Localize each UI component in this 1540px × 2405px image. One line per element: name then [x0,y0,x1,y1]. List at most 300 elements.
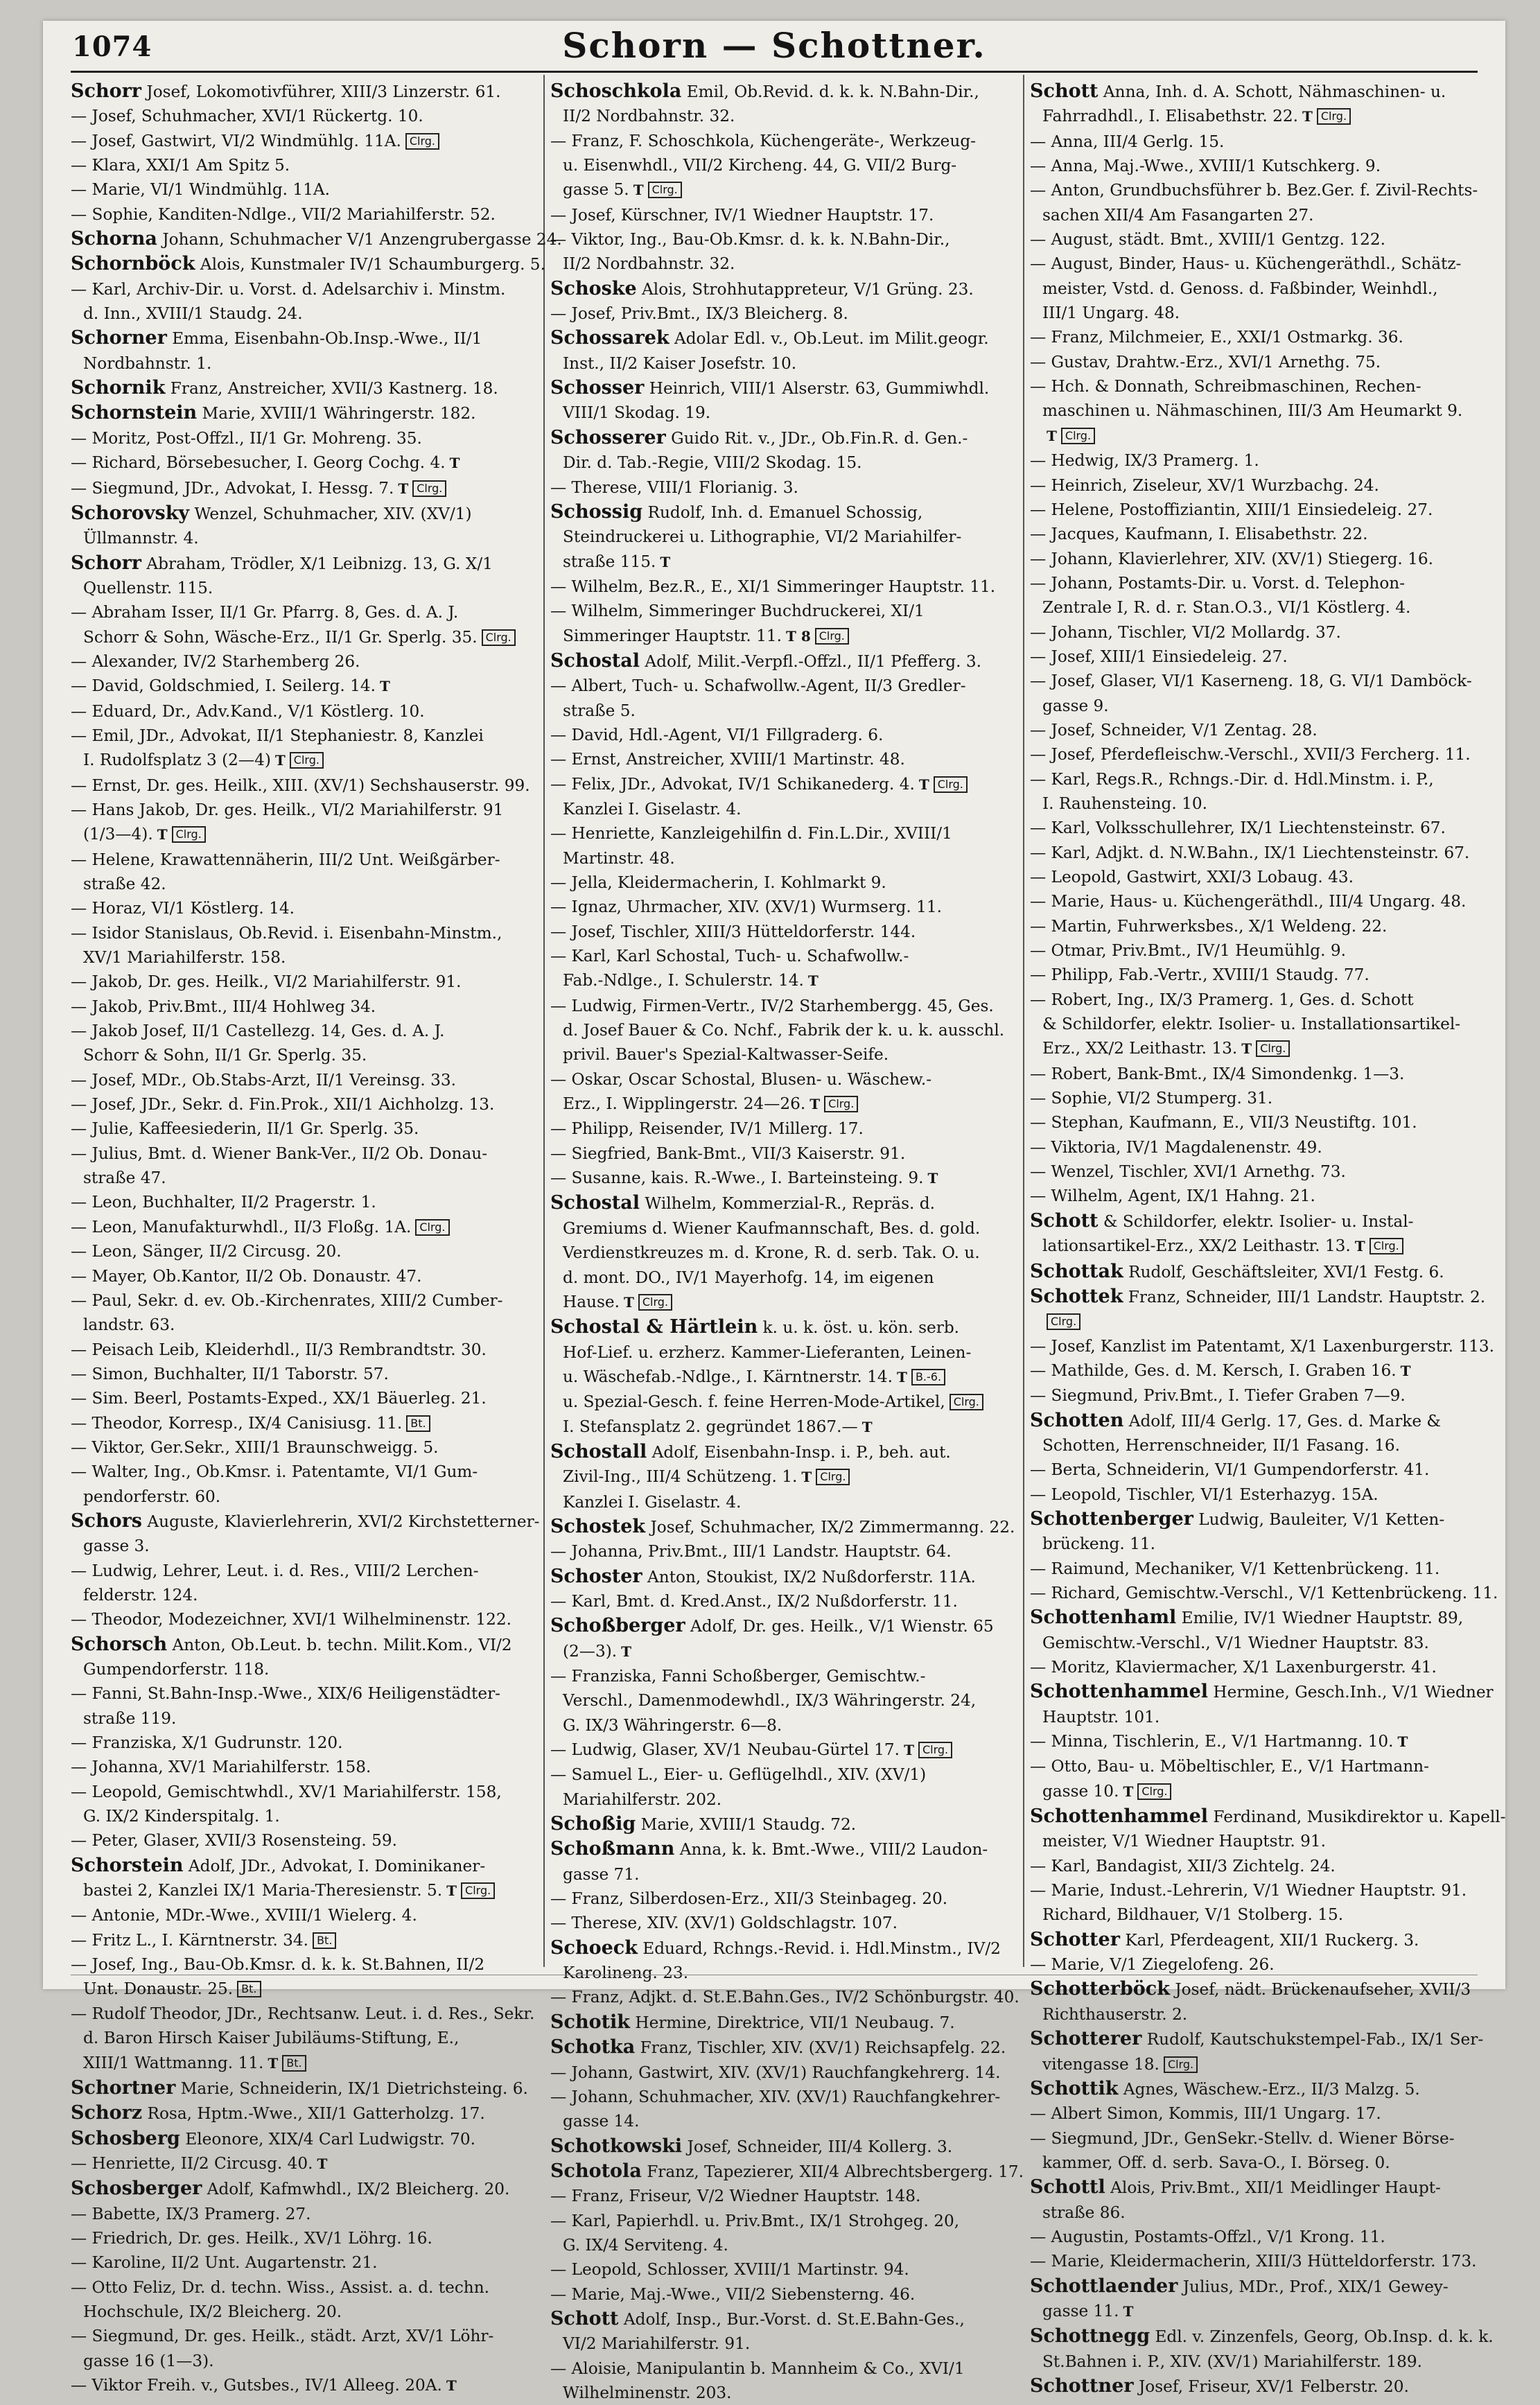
entry-text: — Karl, Papierhdl. u. Priv.Bmt., IX/1 Strohgeg. 20, [550,2211,960,2230]
directory-entry-line [550,1936,1019,1961]
entry-text: — Josef, Tischler, XIII/3 Hütteldorferstr. 144. [550,922,916,941]
directory-entry-line [71,970,539,994]
directory-entry-line [71,1386,539,1410]
entry-text: — Marie, Haus- u. Küchengeräthdl., III/4 Ungarg. 48. [1030,892,1467,911]
directory-entry-line [71,551,539,576]
directory-entry-line [1030,645,1498,669]
directory-entry-line [1030,1507,1498,1532]
directory-entry-line [550,772,1019,797]
entry-text: Josef, Friseur, XV/1 Felberstr. 20. [1138,2377,1409,2396]
entry-text: — Albert Simon, Kommis, III/1 Ungarg. 17. [1030,2104,1381,2124]
entry-text: — Ignaz, Uhrmacher, XIV. (XV/1) Wurmserg. 11. [550,898,943,917]
directory-entry-line [71,1215,539,1239]
entry-text: — Karl, Archiv-Dir. u. Vorst. d. Adelsarchiv i. Minstm. [71,279,506,299]
entry-text: — Johann, Schuhmacher, XIV. (XV/1) Rauchfangkehrer- [550,2087,1001,2106]
entry-text: Emma, Eisenbahn-Ob.Insp.-Wwe., II/1 [172,329,482,349]
directory-entry-line [550,177,1019,202]
directory-entry-line [71,1043,539,1067]
telephone-mark: T [317,2155,328,2172]
clearing-badge: Clrg. [918,1742,952,1758]
entry-text: — Sophie, Kanditen-Ndlge., VII/2 Mariahilferstr. 52. [71,204,496,224]
entry-text: St.Bahnen i. P., XIV. (XV/1) Mariahilferstr. 189. [1042,2352,1423,2371]
entry-text: — Richard, Börsebesucher, I. Georg Cochg. 4. [71,453,446,473]
entry-text: — Leopold, Gastwirt, XXI/3 Lobaug. 43. [1030,868,1354,886]
directory-entry-line [1030,767,1498,792]
directory-entry-line [550,1490,1019,1514]
directory-entry-line [1030,1135,1498,1160]
directory-entry-line [1030,325,1498,349]
telephone-mark: T [918,776,929,793]
entry-text: Erz., I. Wipplingerstr. 24—26. [563,1094,806,1114]
entry-text: sachen XII/4 Am Fasangarten 27. [1042,205,1314,225]
directory-entry-line [550,1216,1019,1241]
entry-text: — Marie, V/1 Ziegelofeng. 26. [1030,1955,1275,1975]
entry-text: — Karl, Regs.R., Rchngs.-Dir. d. Hdl.Minstm. i. P., [1030,769,1434,789]
entry-text: — Therese, XIV. (XV/1) Goldschlagstr. 107. [550,1914,898,1933]
directory-entry-line [1030,2299,1498,2324]
entry-text: Gemischtw.-Verschl., V/1 Wiedner Hauptstr. 83. [1042,1633,1429,1652]
entry-text: Kanzlei I. Giselastr. 4. [563,799,742,819]
clearing-badge: Clrg. [1317,108,1351,125]
entry-text: Alois, Priv.Bmt., XII/1 Meidlinger Haupt- [1110,2178,1441,2198]
telephone-mark: T [623,1293,634,1311]
directory-entry-line [550,1664,1019,1688]
directory-entry-line [71,1092,539,1117]
directory-entry-line [550,944,1019,968]
entry-text: Emil, Ob.Revid. d. k. k. N.Bahn-Dir., [686,82,979,101]
entry-surname: Schotka [550,2036,636,2058]
directory-entry-line [1030,1458,1498,1482]
directory-entry-line [71,476,539,501]
entry-text: — Karl, Adjkt. d. N.W.Bahn., IX/1 Liechtensteinstr. 67. [1030,843,1470,862]
directory-entry-line [1030,1927,1498,1952]
telephone-mark: T [1123,2302,1134,2320]
entry-text: gasse 11. [1042,2301,1119,2320]
entry-text: — Henriette, II/2 Circusg. 40. [71,2153,313,2173]
entry-surname: Schosserer [550,426,666,448]
directory-entry-line [1030,1779,1498,1804]
entry-text: — Alexander, IV/2 Starhemberg 26. [71,651,360,671]
clearing-badge: Bt. [282,2055,306,2072]
directory-entry-line [550,1763,1019,1787]
entry-surname: Schotterböck [1030,1978,1170,2000]
directory-entry-line [1030,547,1498,571]
entry-text: — Samuel L., Eier- u. Geflügelhdl., XIV. (XV/1) [550,1765,927,1785]
directory-entry-line [71,848,539,872]
directory-entry-line [71,649,539,674]
directory-entry-line [71,326,539,351]
entry-text: meister, V/1 Wiedner Hauptstr. 91. [1042,1832,1327,1851]
entry-text: — Franziska, Fanni Schoßberger, Gemischtw.- [550,1667,926,1686]
entry-surname: Schottenhaml [1030,1607,1177,1629]
entry-text: — Josef, Gastwirt, VI/2 Windmühlg. 11A. [71,131,401,150]
entry-text: — Otto Feliz, Dr. d. techn. Wiss., Assist. a. d. techn. [71,2277,490,2297]
entry-text: kammer, Off. d. serb. Sava-O., I. Börseg. 0. [1042,2153,1390,2172]
directory-entry-line [550,2109,1019,2133]
entry-text: — Augustin, Postamts-Offzl., V/1 Krong. 11. [1030,2227,1385,2246]
entry-text: — Ludwig, Glaser, XV/1 Neubau-Gürtel 17. [550,1740,900,1760]
directory-entry-line [1030,2126,1498,2151]
directory-entry-line [1030,620,1498,645]
directory-entry-line [550,525,1019,549]
directory-entry-line [550,500,1019,525]
entry-surname: Schott [1030,80,1099,102]
directory-entry-line [1030,1160,1498,1184]
entry-surname: Schottenhammel [1030,1681,1209,1703]
entry-text: Zentrale I, R. d. r. Stan.O.3., VI/1 Köstlerg. 4. [1042,598,1411,618]
telephone-mark: T [904,1742,914,1759]
entry-text: — Leon, Manufakturwhdl., II/3 Floßg. 1A. [71,1217,412,1236]
entry-text: — Richard, Gemischtw.-Verschl., V/1 Kettenbrückeng. 11. [1030,1583,1498,1602]
directory-entry-line [550,1961,1019,1985]
directory-entry-line [550,1365,1019,1390]
entry-text: II/2 Nordbahnstr. 32. [563,107,735,126]
entry-surname: Schotten [1030,1409,1124,1431]
directory-entry-line [550,401,1019,425]
entry-text: — Jakob Josef, II/1 Castellezg. 14, Ges. d. A. J. [71,1022,445,1041]
entry-surname: Schostal [550,649,640,672]
entry-text: — Therese, VIII/1 Florianig. 3. [550,478,798,497]
entry-text: — August, städt. Bmt., XVIII/1 Gentzg. 122. [1030,230,1385,250]
directory-entry-line [550,1862,1019,1887]
entry-text: Adolf, Milit.-Verpfl.-Offzl., II/1 Pfefferg. 3. [645,651,981,671]
entry-text: — Walter, Ing., Ob.Kmsr. i. Patentamte, VI/1 Gum- [71,1462,478,1482]
entry-text: — Wilhelm, Simmeringer Buchdruckerei, XI/1 [550,602,925,621]
entry-text: Ludwig, Bauleiter, V/1 Ketten- [1198,1510,1445,1529]
clearing-badge: Clrg. [405,133,439,150]
directory-entry-line [71,822,539,847]
entry-surname: Schottak [1030,1260,1123,1282]
telephone-mark: T [446,2377,457,2394]
directory-entry-line [1030,1605,1498,1630]
directory-entry-line [71,376,539,401]
entry-text: — Siegmund, JDr., Advokat, I. Hessg. 7. [71,478,394,498]
directory-entry-line [71,1903,539,1927]
directory-entry-line [550,1613,1019,1638]
directory-entry-line [550,1191,1019,1216]
directory-entry-line [1030,227,1498,252]
clearing-badge: Clrg. [172,826,206,843]
directory-entry-line [550,871,1019,895]
telephone-mark: T 8 [785,627,811,645]
directory-entry-line [1030,1433,1498,1458]
entry-text: meister, Vstd. d. Genoss. d. Faßbinder, Weinhdl., [1042,279,1438,298]
directory-entry-line [550,203,1019,227]
directory-entry-line [1030,1952,1498,1977]
entry-text: — Martin, Fuhrwerksbes., X/1 Weldeng. 22. [1030,916,1388,936]
entry-text: Wenzel, Schuhmacher, XIV. (XV/1) [194,504,472,523]
directory-entry-line [1030,374,1498,399]
directory-entry-line [1030,1679,1498,1704]
entry-text: — Babette, IX/3 Pramerg. 27. [71,2204,311,2223]
entry-text: Adolar Edl. v., Ob.Leut. im Milit.geogr. [674,329,989,349]
entry-text: — Franziska, X/1 Gudrunstr. 120. [71,1733,343,1753]
entry-surname: Schottner [1030,2375,1134,2397]
entry-text: Zivil-Ing., III/4 Schützeng. 1. [563,1467,798,1487]
entry-text: Auguste, Klavierlehrerin, XVI/2 Kirchstetterner- [147,1512,540,1531]
entry-text: — Siegmund, Dr. ges. Heilk., städt. Arzt, XV/1 Löhr- [71,2327,494,2346]
entry-text: — Gustav, Drahtw.-Erz., XVI/1 Arnethg. 75. [1030,352,1381,371]
telephone-mark: T [807,972,819,990]
directory-entry-line [550,1440,1019,1464]
entry-text: Adolf, III/4 Gerlg. 17, Ges. d. Marke & [1128,1411,1442,1431]
entry-text: — Wilhelm, Agent, IX/1 Hahng. 21. [1030,1187,1315,1206]
entry-text: — Mathilde, Ges. d. M. Kersch, I. Graben 16. [1030,1361,1397,1380]
directory-entry-line [1030,522,1498,546]
clearing-badge: Clrg. [1047,1313,1080,1330]
directory-entry-line [550,475,1019,500]
directory-entry-line [1030,1309,1498,1333]
entry-text: — Siegmund, Priv.Bmt., I. Tiefer Graben 7—9. [1030,1386,1406,1406]
directory-entry-line [1030,2350,1498,2374]
entry-text: u. Spezial-Gesch. f. feine Herren-Mode-Artikel, [563,1392,945,1412]
entry-text: — August, Binder, Haus- u. Küchengeräthdl., Schätz- [1030,254,1462,274]
entry-surname: Schott [1030,1209,1099,1232]
clearing-badge: Clrg. [1164,2056,1198,2073]
directory-entry-line [71,1780,539,1804]
directory-entry-line [71,451,539,475]
entry-text: — Oskar, Oscar Schostal, Blusen- u. Wäschew.- [550,1069,932,1089]
directory-entry-line [71,2275,539,2300]
directory-entry-line [550,326,1019,351]
entry-text: Adolf, JDr., Advokat, I. Dominikaner- [188,1856,486,1875]
clearing-badge: Clrg. [648,182,682,198]
directory-entry-line [71,1828,539,1853]
entry-text: u. Wäschefab.-Ndlge., I. Kärntnerstr. 14. [563,1367,893,1386]
running-header: Schorn — Schottner. [562,25,986,66]
entry-text: k. u. k. öst. u. kön. serb. [762,1318,960,1338]
entry-text: — Viktor Freih. v., Gutsbes., IV/1 Alleeg. 20A. [71,2375,442,2395]
entry-text: — Raimund, Mechaniker, V/1 Kettenbrückeng. 11. [1030,1559,1440,1578]
entry-text: Adolf, Dr. ges. Heilk., V/1 Wienstr. 65 [690,1617,994,1636]
directory-entry-line [550,797,1019,821]
entry-text: Josef, nädt. Brückenaufseher, XVII/3 [1175,1980,1471,2000]
entry-text: — David, Hdl.-Agent, VI/1 Fillgraderg. 6. [550,725,884,744]
directory-entry-line [550,1738,1019,1763]
entry-text: Rosa, Hptm.-Wwe., XII/1 Gatterholzg. 17. [147,2104,485,2124]
directory-entry-line [71,1583,539,1607]
entry-text: u. Eisenwhdl., VII/2 Kircheng. 44, G. VII/2 Burg- [563,156,957,175]
directory-entry-line [71,773,539,798]
directory-entry-line [1030,2027,1498,2052]
entry-column-3 [1030,79,1506,2399]
directory-entry-line [1030,841,1498,865]
entry-text: — Jakob, Priv.Bmt., III/4 Hohlweg 34. [71,997,376,1016]
entry-text: — Leopold, Schlosser, XVIII/1 Martinstr. 94. [550,2260,909,2280]
clearing-badge: Bt. [313,1932,336,1949]
directory-entry-line [550,1142,1019,1166]
entry-text: — Hans Jakob, Dr. ges. Heilk., VI/2 Mariahilferstr. 91 [71,800,504,819]
directory-entry-line [550,1290,1019,1315]
entry-text: Verschl., Damenmodewhdl., IX/3 Währingerstr. 24, [563,1691,977,1711]
directory-entry-line [1030,277,1498,301]
directory-entry-line [550,674,1019,698]
directory-entry-line [71,277,539,301]
directory-entry-line [71,945,539,970]
directory-entry-line [550,2134,1019,2159]
entry-surname: Schostal [550,1192,640,1214]
directory-entry-line [550,968,1019,993]
directory-entry-line [550,2233,1019,2257]
directory-entry-line [550,1390,1019,1414]
entry-surname: Schorna [71,228,157,250]
entry-text: — Josef, Ing., Bau-Ob.Kmsr. d. k. k. St.Bahnen, II/2 [71,1955,485,1975]
entry-text: — Theodor, Korresp., IX/4 Canisiusg. 11. [71,1413,403,1433]
directory-entry-line [1030,423,1498,448]
telephone-mark: T [1400,1362,1411,1379]
telephone-mark: T [660,553,671,570]
entry-text: Franz, Schneider, III/1 Landstr. Hauptstr. 2. [1128,1287,1486,1306]
directory-entry-line [550,1911,1019,1935]
directory-entry-line [71,2051,539,2076]
entry-text: — Josef, MDr., Ob.Stabs-Arzt, II/1 Vereinsg. 33. [71,1070,456,1090]
entry-text: vitengasse 18. [1042,2054,1160,2074]
directory-entry-line [550,227,1019,252]
directory-entry-line [71,2202,539,2226]
directory-entry-line [71,526,539,550]
entry-text: Adolf, Eisenbahn-Insp. i. P., beh. aut. [651,1442,951,1462]
directory-entry-line [1030,1086,1498,1110]
directory-entry-line [1030,1977,1498,2002]
column-divider [543,75,545,1967]
entry-text: — Josef, Kanzlist im Patentamt, X/1 Laxenburgerstr. 113. [1030,1336,1495,1356]
directory-entry-line [550,2061,1019,2085]
directory-entry-line [71,1706,539,1731]
entry-text: — Isidor Stanislaus, Ob.Revid. i. Eisenbahn-Minstm., [71,923,502,943]
directory-entry-line [71,177,539,202]
entry-text: — Peter, Glaser, XVII/3 Rosensteing. 59. [71,1831,398,1851]
entry-text: Üllmannstr. 4. [83,529,199,548]
directory-entry-line [550,376,1019,401]
entry-text: — Jakob, Dr. ges. Heilk., VI/2 Mariahilferstr. 91. [71,972,462,992]
entry-text: Wilhelminenstr. 203. [563,2383,732,2402]
clearing-badge: Clrg. [1370,1238,1403,1254]
entry-text: — Marie, Indust.-Lehrerin, V/1 Wiedner Hauptstr. 91. [1030,1881,1467,1900]
entry-text: Hause. [563,1292,620,1311]
directory-entry-line [1030,963,1498,987]
entry-text: — Johann, Gastwirt, XIV. (XV/1) Rauchfangkehrerg. 14. [550,2063,1001,2082]
entry-text: — Antonie, MDr.-Wwe., XVIII/1 Wielerg. 4. [71,1906,417,1925]
directory-entry-line [71,1952,539,1977]
entry-text: — Karoline, II/2 Unt. Augartenstr. 21. [71,2253,378,2273]
directory-entry-line [550,1787,1019,1812]
entry-text: I. Stefansplatz 2. gegründet 1867.— [563,1417,858,1436]
entry-text: XIII/1 Wattmanng. 11. [83,2053,264,2072]
directory-entry-line [1030,1036,1498,1061]
entry-surname: Schossig [550,500,643,523]
telephone-mark: T [1047,427,1057,444]
entry-surname: Schorsch [71,1633,168,1655]
directory-entry-line [550,301,1019,326]
entry-text: Adolf, Kafmwhdl., IX/2 Bleicherg. 20. [207,2180,510,2199]
directory-entry-line [71,674,539,699]
telephone-mark: T [1397,1733,1408,1751]
entry-surname: Schoßmann [550,1838,675,1860]
entry-text: — Henriette, Kanzleigehilfin d. Fin.L.Dir., XVIII/1 [550,824,952,843]
entry-surname: Schotola [550,2160,642,2182]
directory-entry-line [1030,1234,1498,1259]
directory-entry-line [71,1313,539,1337]
telephone-mark: T [927,1170,938,1187]
entry-surname: Schornik [71,377,166,399]
directory-entry-line [71,2349,539,2373]
entry-surname: Schottl [1030,2176,1105,2198]
entry-text: — Julie, Kaffeesiederin, II/1 Gr. Sperlg. 35. [71,1119,419,1139]
entry-text: — Robert, Ing., IX/3 Pramerg. 1, Ges. d. Schott [1030,990,1414,1009]
directory-entry-line [1030,1829,1498,1853]
directory-entry-line [71,1534,539,1558]
directory-entry-line [71,227,562,252]
entry-text: Guido Rit. v., JDr., Ob.Fin.R. d. Gen.- [671,428,968,448]
clearing-badge: Bt. [237,1981,261,1997]
directory-entry-line [71,1117,539,1141]
entry-text: G. IX/4 Serviteng. 4. [563,2235,728,2255]
entry-text: — Anna, III/4 Gerlg. 15. [1030,132,1225,151]
entry-surname: Schoßig [550,1813,636,1835]
directory-entry-line [550,1018,1019,1042]
entry-text: Anton, Ob.Leut. b. techn. Milit.Kom., VI/2 [172,1635,512,1654]
entry-surname: Schottenberger [1030,1507,1193,1530]
directory-entry-line [71,1559,539,1583]
directory-entry-line [71,2126,539,2151]
telephone-mark: T [398,480,409,497]
entry-text: — Albert, Tuch- u. Schafwollw.-Agent, II/3 Gredler- [550,676,966,696]
directory-entry-line [71,1657,539,1681]
entry-text: VI/2 Mariahilferstr. 91. [563,2334,751,2354]
directory-entry-line [1030,301,1498,325]
entry-text: maschinen u. Nähmaschinen, III/3 Am Heumarkt 9. [1042,401,1463,421]
directory-entry-line [550,2257,1019,2282]
entry-text: — Leopold, Gemischtwhdl., XV/1 Mariahilferstr. 158, [71,1782,502,1801]
directory-entry-line [550,1166,1019,1191]
directory-entry-line [71,501,539,526]
directory-entry-line [1030,1284,1498,1309]
entry-text: straße 115. [563,552,656,571]
directory-entry-line [550,1589,1019,1613]
entry-text: d. Inn., XVIII/1 Staudg. 24. [83,304,303,324]
entry-text: privil. Bauer's Spezial-Kaltwasser-Seife. [563,1045,889,1065]
directory-entry-line [71,2076,539,2101]
directory-entry-line [550,1812,1019,1837]
header-rule [71,71,1478,73]
clearing-badge: Clrg. [1061,428,1095,444]
directory-entry-line [71,576,539,600]
directory-entry-line [1030,252,1498,276]
directory-entry-line [550,920,1019,944]
directory-entry-line [550,723,1019,747]
entry-text: Anna, k. k. Bmt.-Wwe., VIII/2 Laudon- [679,1840,988,1860]
clearing-badge: Clrg. [412,480,446,497]
telephone-mark: T [446,1882,457,1900]
entry-text: brückeng. 11. [1042,1534,1156,1554]
directory-entry-line [1030,1012,1498,1036]
entry-text: d. mont. DO., IV/1 Mayerhofg. 14, im eigenen [563,1268,934,1287]
entry-surname: Schors [71,1510,143,1532]
telephone-mark: T [897,1368,907,1385]
entry-text: Quellenstr. 115. [83,578,213,597]
entry-text: — Siegfried, Bank-Bmt., VII/3 Kaiserstr. 91. [550,1144,906,1163]
entry-surname: Schottik [1030,2077,1119,2099]
entry-surname: Schorner [71,327,167,349]
entry-text: gasse 16 (1—3). [83,2351,214,2370]
entry-text: — Marie, Maj.-Wwe., VII/2 Siebensterng. 46. [550,2284,916,2304]
entry-text: bastei 2, Kanzlei IX/1 Maria-Theresienstr. 5. [83,1881,443,1900]
entry-text: — Johanna, Priv.Bmt., III/1 Landstr. Hauptstr. 64. [550,1542,952,1562]
directory-entry-line [1030,203,1498,227]
entry-text: G. IX/2 Kinderspitalg. 1. [83,1807,280,1826]
directory-entry-line [1030,1383,1498,1408]
entry-text: — Ludwig, Lehrer, Leut. i. d. Res., VIII/2 Lerchen- [71,1561,479,1580]
